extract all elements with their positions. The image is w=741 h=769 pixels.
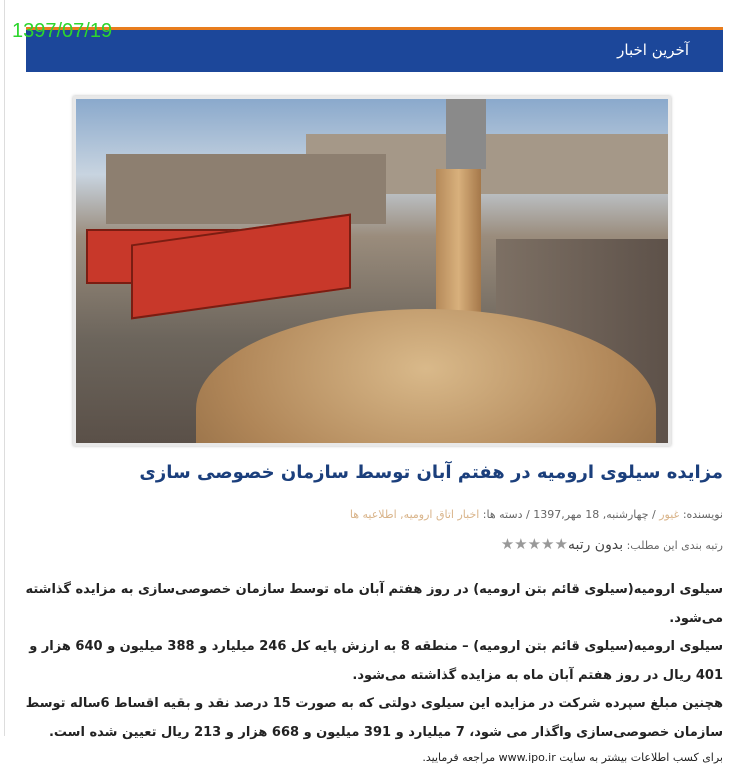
pipe xyxy=(446,99,486,169)
article-date: چهارشنبه, 18 مهر,1397 xyxy=(533,508,649,521)
separator: / xyxy=(652,508,656,521)
article-rating xyxy=(501,535,723,553)
article-image[interactable] xyxy=(73,96,671,446)
author-link[interactable]: غیور xyxy=(659,508,680,521)
rating-label: رتبه بندی این مطلب: xyxy=(626,539,723,552)
paragraph: سیلوی ارومیه(سیلوی قائم بتن ارومیه) – منطقه 8 به ارزش پایه کل 246 میلیارد و 388 میلیون و 640 هزار و 401 ریال در روز هفتم آبان ماه به مزایده گذاشته می‌شود. xyxy=(29,639,723,683)
categories-link[interactable]: اخبار اتاق ارومیه, اطلاعیه ها xyxy=(349,508,480,521)
date-stamp: 1397/07/19 xyxy=(12,20,113,42)
article-body xyxy=(23,576,723,769)
paragraph: سیلوی ارومیه(سیلوی قائم بتن ارومیه) در روز هفتم آبان ماه توسط سازمان خصوصی‌سازی به مزایده گذاشته می‌شود. xyxy=(25,582,723,626)
paragraph: هچنین مبلغ سپرده شرکت در مزایده این سیلوی دولتی که به صورت 15 درصد نقد و بقیه اقساط 6ساله توسط سازمان خصوصی‌سازی واگذار می شود، 7 میلیارد و 391 میلیون و 668 هزار و 213 ریال تعیین شده است. xyxy=(25,696,723,740)
header-title: آخرین اخبار xyxy=(617,41,689,59)
article-meta xyxy=(350,508,723,521)
grain-stream xyxy=(436,169,481,329)
news-header xyxy=(26,27,723,72)
categories-label: دسته ها: xyxy=(482,508,523,521)
article-title[interactable]: مزایده سیلوی ارومیه در هفتم آبان توسط سازمان خصوصی سازی xyxy=(139,462,723,483)
rating-stars[interactable]: ★★★★★ xyxy=(500,535,568,553)
page-border xyxy=(4,0,5,736)
footer-note: برای کسب اطلاعات بیشتر به سایت www.ipo.ir مراجعه فرمایید. xyxy=(422,751,723,764)
author-label: نویسنده: xyxy=(682,508,723,521)
rating-value: بدون رتبه xyxy=(567,537,624,553)
separator: / xyxy=(525,508,530,521)
